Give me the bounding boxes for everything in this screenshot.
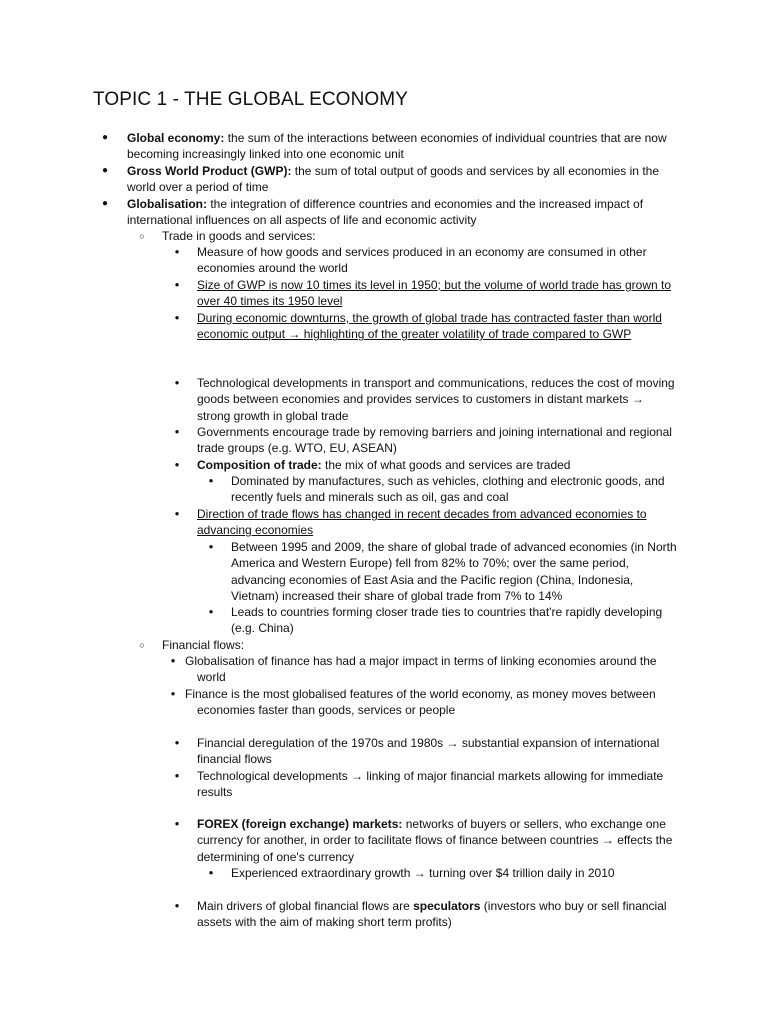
bullet-icon: ● [208,607,214,616]
definition: the mix of what goods and services are traded [321,458,571,472]
bullet-icon: ● [174,901,180,910]
bullet-icon: ● [101,198,109,209]
circle-bullet-icon: ○ [139,640,145,650]
subheading: Financial flows: [162,638,245,652]
bullet-icon: ● [208,542,214,551]
bullet-icon: ● [174,738,180,747]
subheading: Trade in goods and services: [162,229,316,243]
definition: the sum of the interactions between economies of individual countries that are now becoming increasingly linked into one economic unit [127,131,667,162]
item-text: Main drivers of global financial flows are [197,899,414,913]
item-text: During economic downturns, the growth of global trade has contracted faster than world economic output → highlighting of the greater volatility of trade compared to GWP [197,311,662,342]
item-text: Technological developments in transport and communications, reduces the cost of moving goods between economies and provides services to customers in distant markets → strong growth in global trade [197,376,675,423]
bullet-icon: ● [174,280,180,289]
bullet-icon: ● [174,313,180,322]
term: Globalisation: [127,197,208,211]
item-text: Experienced extraordinary growth → turning over $4 trillion daily in 2010 [231,866,615,880]
bullet-icon: ● [174,378,180,387]
circle-bullet-icon: ○ [139,231,145,241]
bullet-icon: ● [208,476,214,485]
item-text: Direction of trade flows has changed in recent decades from advanced economies to advancing economies [197,507,647,538]
item-text: Globalisation of finance has had a major impact in terms of linking economies around the world [185,654,657,685]
term: Gross World Product (GWP): [127,164,292,178]
bullet-icon: ● [170,689,176,698]
definition: (investors who buy or sell financial assets with the aim of making short term profits) [197,899,667,930]
item-text: Financial deregulation of the 1970s and 1980s → substantial expansion of international financial flows [197,736,660,767]
item-text: Technological developments → linking of major financial markets allowing for immediate results [197,769,664,800]
definition: the sum of total output of goods and services by all economies in the world over a period of time [127,164,659,195]
item-text: Finance is the most globalised features of the world economy, as money moves between economies faster than goods, services or people [185,687,656,718]
bullet-icon: ● [174,819,180,828]
bullet-icon: ● [101,132,109,143]
item-text: Between 1995 and 2009, the share of global trade of advanced economies (in North America and Western Europe) fell from 82% to 70%; over the same period, advancing economies of East Asia and the Pacific region (China, Indonesia, Vietnam) increased their share of global trade from 7% to 14% [231,540,677,603]
bullet-icon: ● [174,460,180,469]
bullet-icon: ● [174,771,180,780]
item-text: Size of GWP is now 10 times its level in 1950; but the volume of world trade has grown to over 40 times its 1950 level [197,278,672,309]
item-text: Leads to countries forming closer trade ties to countries that're rapidly developing (e.g. China) [231,605,663,636]
term: FOREX (foreign exchange) markets: [197,817,403,831]
definition: networks of buyers or sellers, who exchange one currency for another, in order to facilitate flows of finance between countries → effects the determining of one's currency [197,817,673,864]
item-text: Governments encourage trade by removing barriers and joining international and regional trade groups (e.g. WTO, EU, ASEAN) [197,425,672,456]
item-text: Measure of how goods and services produced in an economy are consumed in other economies around the world [197,245,647,276]
definition: the integration of difference countries and economies and the increased impact of international influences on all aspects of life and economic activity [127,197,644,228]
page-title: TOPIC 1 - THE GLOBAL ECONOMY [93,89,408,110]
term: Composition of trade: [197,458,322,472]
term: speculators [413,899,481,913]
bullet-icon: ● [208,868,214,877]
bullet-icon: ● [101,165,109,176]
bullet-icon: ● [170,656,176,665]
bullet-icon: ● [174,509,180,518]
bullet-icon: ● [174,247,180,256]
term: Global economy: [127,131,225,145]
bullet-icon: ● [174,427,180,436]
item-text: Dominated by manufactures, such as vehicles, clothing and electronic goods, and recently fuels and minerals such as oil, gas and coal [231,474,665,505]
